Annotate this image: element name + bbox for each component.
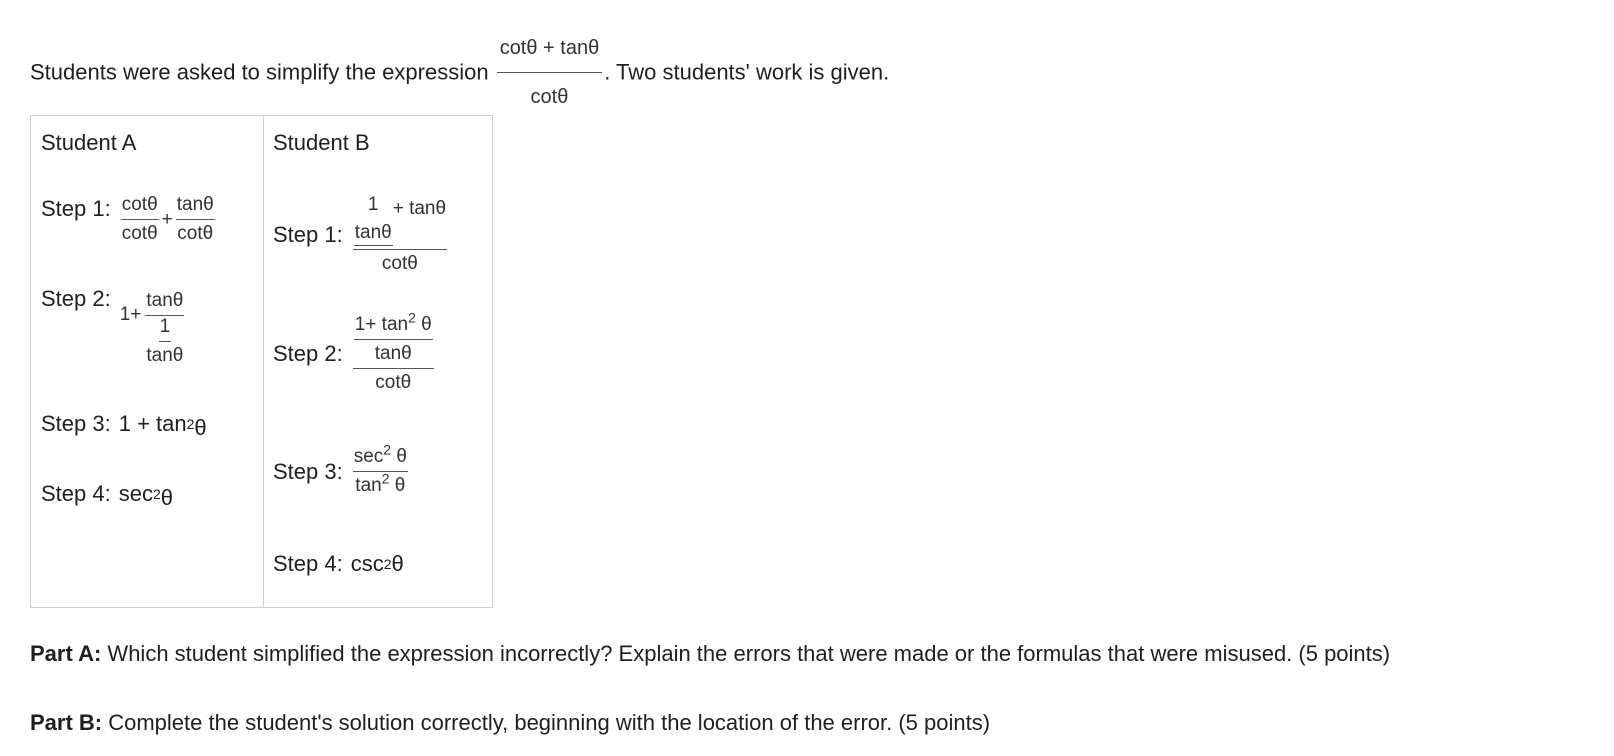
intro-before: Students were asked to simplify the expression — [30, 59, 489, 85]
step-label: Step 4: — [41, 481, 111, 506]
student-b-step-1 — [273, 194, 449, 275]
fraction: $\frac{\tan\theta}{\cot\theta}$ — [176, 194, 214, 244]
step-label: Step 1: — [41, 196, 111, 221]
student-b-step-3 — [273, 441, 410, 497]
given-expression-numerator: cotθ + tanθ — [497, 30, 603, 73]
student-b-step-4: Step 4: csc 2 θ — [273, 551, 404, 576]
step-label: Step 3: — [41, 411, 111, 436]
given-expression-denominator: cotθ — [530, 86, 569, 108]
step-label: Step 2: — [273, 341, 343, 366]
part-b-text: Complete the student's solution correctly, beginning with the location of the error. (5 points) — [102, 710, 991, 735]
part-a-text: Which student simplified the expression incorrectly? Explain the errors that were made or the formulas that were misused. (5 points) — [101, 641, 1391, 666]
step-label: Step 4: — [273, 551, 343, 576]
student-a-step-2: Step 2: 1+ $\frac{\tan\theta}{\frac{1}{\tan\theta}}$ — [41, 286, 184, 366]
step-label: Step 3: — [273, 458, 343, 484]
fraction: $\frac{\sec^2 \theta}{\tan^2 \theta}$ — [353, 441, 407, 496]
student-b-header: Student B — [273, 130, 370, 155]
intro-after: . Two students' work is given. — [604, 59, 890, 85]
given-expression — [497, 30, 603, 115]
part-b-label: Part B: — [30, 710, 103, 735]
student-work-table — [30, 115, 493, 608]
student-b-column — [263, 116, 492, 607]
intro-text — [30, 30, 889, 115]
part-b-question — [30, 710, 990, 736]
compound-fraction: $\frac{\frac{1+ \tan^2 \theta}{\tan\theta}}{\cot\theta}$ — [354, 309, 432, 393]
student-a-header: Student A — [41, 130, 137, 155]
compound-fraction: $\frac{\tan\theta}{\frac{1}{\tan\theta}}$ — [146, 290, 184, 366]
step-label: Step 1: — [273, 221, 343, 247]
student-a-step-4: Step 4: sec 2 θ — [41, 481, 174, 510]
step-label: Step 2: — [41, 286, 111, 311]
fraction: $\frac{\cot\theta}{\cot\theta}$ — [121, 194, 158, 244]
student-a-step-1: Step 1: $\frac{\cot\theta}{\cot\theta}$ + $\frac{\tan\theta}{\cot\theta}$ — [41, 194, 214, 244]
compound-fraction: 1 tanθ + tanθ cotθ — [354, 194, 447, 274]
student-a-step-3: Step 3: 1 + tan 2 θ — [41, 411, 207, 440]
student-a-column — [31, 116, 264, 607]
student-b-step-2 — [273, 309, 436, 394]
part-a-question — [30, 641, 1390, 667]
part-a-label: Part A: — [30, 641, 102, 666]
